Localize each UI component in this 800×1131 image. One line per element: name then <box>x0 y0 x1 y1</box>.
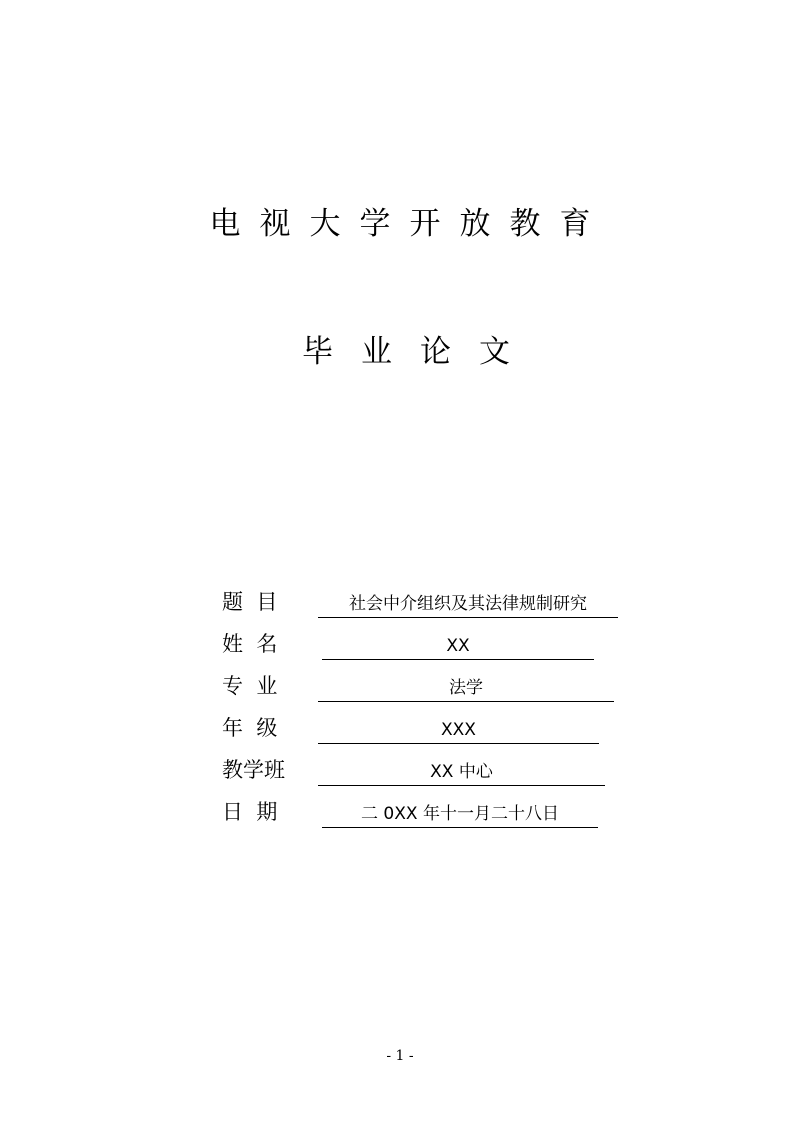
document-title: 电视大学开放教育 <box>209 206 610 242</box>
date-label: 日 期 <box>222 800 278 824</box>
class-label: 教学班 <box>222 758 285 782</box>
info-row-name <box>222 629 642 661</box>
grade-value: XXX <box>318 713 599 744</box>
info-row-date <box>222 797 642 829</box>
info-row-major <box>222 671 642 703</box>
topic-value: 社会中介组织及其法律规制研究 <box>318 587 618 618</box>
info-row-class <box>222 755 642 787</box>
major-value: 法学 <box>318 671 614 702</box>
topic-label: 题 目 <box>222 590 278 614</box>
date-value: 二 0XX 年十一月二十八日 <box>322 797 598 828</box>
name-label: 姓 名 <box>222 632 278 656</box>
major-label: 专 业 <box>222 674 278 698</box>
info-row-grade <box>222 713 642 745</box>
info-row-topic <box>222 587 642 619</box>
document-subtitle: 毕业论文 <box>302 334 538 370</box>
class-value: XX 中心 <box>318 755 605 786</box>
name-value: XX <box>322 629 594 660</box>
page-number: - 1 - <box>386 1048 414 1064</box>
grade-label: 年 级 <box>222 716 278 740</box>
